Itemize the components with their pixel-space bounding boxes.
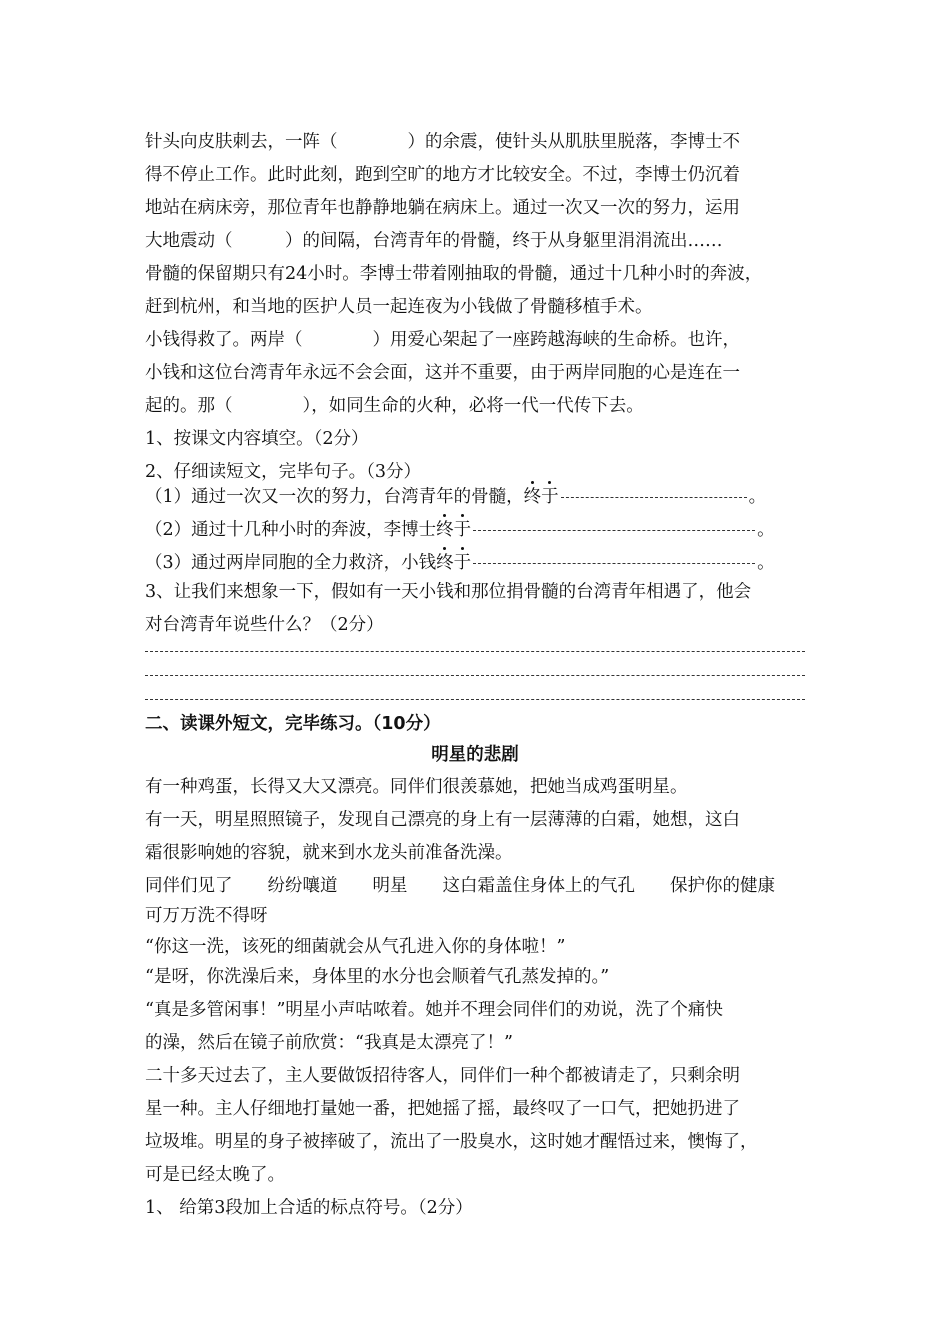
passage-line: 大地震动（ ）的间隔，台湾青年的骨髓，终于从身躯里涓涓流出……: [145, 231, 723, 251]
story-line: 可万万洗不得呀: [145, 906, 268, 926]
story-line: 垃圾堆。明星的身子被摔破了，流出了一股臭水，这时她才醒悟过来，懊悔了，: [145, 1132, 758, 1152]
section-heading: 二、读课外短文，完毕练习。（10分）: [145, 714, 441, 734]
answer-blank[interactable]: [473, 563, 755, 564]
passage-line: 小钱得救了。两岸（ ）用爱心架起了一座跨越海峡的生命桥。也许，: [145, 330, 740, 350]
question-2: 2、仔细读短文，完毕句子。（3分）: [145, 462, 422, 482]
q2-item-3: （3）通过两岸同胞的全力救济，小钱终于 。: [145, 553, 775, 573]
story-title: 明星的悲剧: [431, 745, 519, 765]
passage-line: 地站在病床旁，那位青年也静静地躺在病床上。通过一次又一次的努力，运用: [145, 198, 740, 218]
passage-line: 针头向皮肤刺去，一阵（ ）的余震，使针头从肌肤里脱落，李博士不: [145, 132, 740, 152]
question-3: 3、让我们来想象一下，假如有一天小钱和那位捐骨髓的台湾青年相遇了，他会: [145, 582, 752, 602]
q2-item-1: （1）通过一次又一次的努力，台湾青年的骨髓，终于 。: [145, 487, 767, 507]
passage-line: 小钱和这位台湾青年永远不会会面，这并不重要，由于两岸同胞的心是连在一: [145, 363, 740, 383]
q2-item-2: （2）通过十几种小时的奔波，李博士终于 。: [145, 520, 775, 540]
emphasis-char: 于: [453, 553, 472, 573]
answer-blank[interactable]: [561, 497, 747, 498]
answer-blank[interactable]: [473, 530, 755, 531]
answer-line[interactable]: [145, 651, 805, 652]
passage-line: 骨髓的保留期只有24小时。李博士带着刚抽取的骨髓，通过十几种小时的奔波，: [145, 264, 763, 284]
story-line: “真是多管闲事！”明星小声咕哝着。她并不理会同伴们的劝说，洗了个痛快: [145, 1000, 723, 1020]
story-line: 霜很影响她的容貌，就来到水龙头前准备洗澡。: [145, 843, 513, 863]
story-line: 可是已经太晚了。: [145, 1165, 285, 1185]
story-line: “是呀，你洗澡后来，身体里的水分也会顺着气孔蒸发掉的。”: [145, 967, 610, 987]
story-line: 有一种鸡蛋，长得又大又漂亮。同伴们很羡慕她，把她当成鸡蛋明星。: [145, 777, 688, 797]
emphasis-char: 于: [541, 487, 559, 507]
story-line: “你这一洗，该死的细菌就会从气孔进入你的身体啦！”: [145, 937, 566, 957]
answer-line[interactable]: [145, 699, 805, 700]
story-line: 的澡，然后在镜子前欣赏：“我真是太漂亮了！”: [145, 1033, 513, 1053]
story-line: 二十多天过去了，主人要做饭招待客人，同伴们一种个都被请走了，只剩余明: [145, 1066, 740, 1086]
story-line: 星一种。主人仔细地打量她一番，把她摇了摇，最终叹了一口气，把她扔进了: [145, 1099, 740, 1119]
emphasis-char: 终: [436, 520, 454, 540]
emphasis-char: 终: [436, 553, 454, 573]
story-line: 同伴们见了 纷纷嚷道 明星 这白霜盖住身体上的气孔 保护你的健康: [145, 876, 775, 896]
story-line: 有一天，明星照照镜子，发现自己漂亮的身上有一层薄薄的白霜，她想，这白: [145, 810, 740, 830]
passage-line: 起的。那（ ），如同生命的火种，必将一代一代传下去。: [145, 396, 644, 416]
passage-line: 赶到杭州，和当地的医护人员一起连夜为小钱做了骨髓移植手术。: [145, 297, 653, 317]
section2-question-1: 1、 给第3段加上合适的标点符号。（2分）: [145, 1198, 473, 1218]
emphasis-char: 终: [523, 487, 542, 507]
emphasis-char: 于: [453, 520, 472, 540]
question-3-cont: 对台湾青年说些什么？（2分）: [145, 615, 384, 635]
question-1: 1、按课文内容填空。（2分）: [145, 429, 369, 449]
answer-line[interactable]: [145, 675, 805, 676]
passage-line: 得不停止工作。此时此刻，跑到空旷的地方才比较安全。不过，李博士仍沉着: [145, 165, 740, 185]
